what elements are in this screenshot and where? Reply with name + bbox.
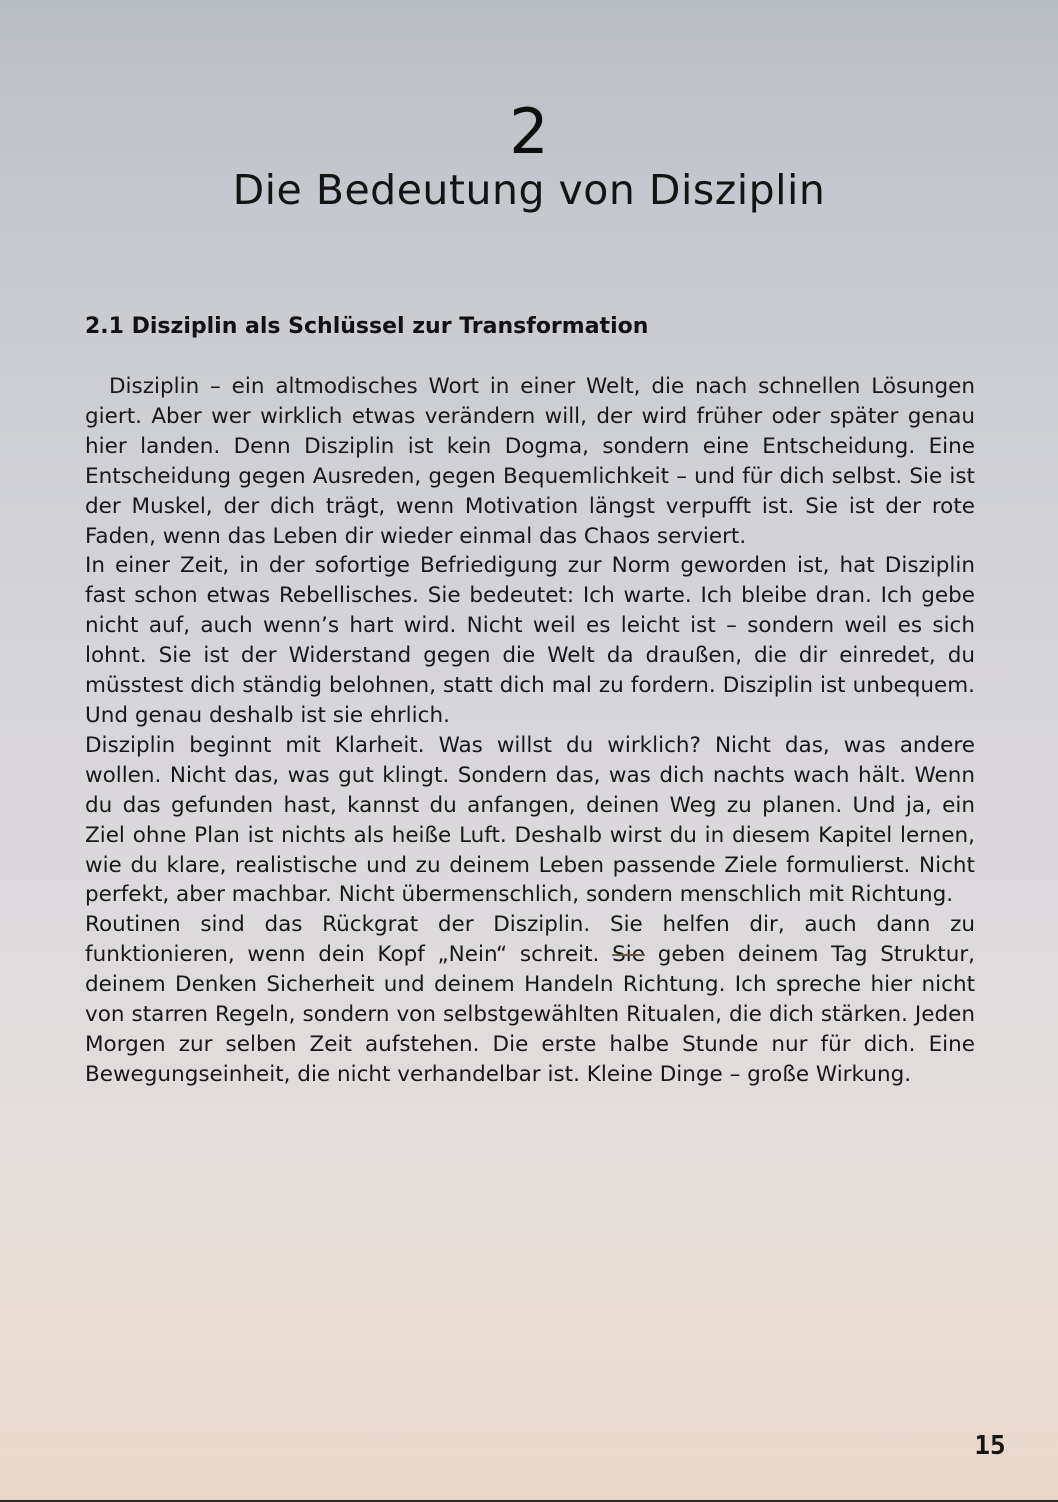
section-heading: 2.1 Disziplin als Schlüssel zur Transformation <box>85 314 649 339</box>
page-number: 15 <box>974 1431 1006 1461</box>
paragraph-3: Disziplin beginnt mit Klarheit. Was willst du wirklich? Nicht das, was andere wollen. Nicht das, was gut klingt. Sondern das, was dich nachts wach hält. Wenn du das gefunden hast, kannst du anfangen, deinen Weg zu planen. Und ja, ein Ziel ohne Plan ist nichts als heiße Luft. Deshalb wirst du in diesem Kapitel lernen, wie du klare, realistische und zu deinem Leben passende Ziele formulierst. Nicht perfekt, aber machbar. Nicht übermenschlich, sondern menschlich mit Richtung. <box>85 732 975 908</box>
body-text <box>85 372 975 1090</box>
paragraph-2: In einer Zeit, in der sofortige Befriedigung zur Norm geworden ist, hat Disziplin fast schon etwas Rebellisches. Sie bedeutet: Ich warte. Ich bleibe dran. Ich gebe nicht auf, auch wenn’s hart wird. Nicht weil es leicht ist – sondern weil es sich lohnt. Sie ist der Widerstand gegen die Welt da draußen, die dir einredet, du müsstest dich ständig belohnen, statt dich mal zu fordern. Disziplin ist unbequem. Und genau deshalb ist sie ehrlich. <box>85 553 975 728</box>
paragraph-4-start: Routinen sind das Rückgrat der Disziplin. Sie helfen dir, auch dann zu funktionieren, wenn dein Kopf „Nein“ schreit. <box>85 912 975 968</box>
paragraph-4-end: geben deinem Tag Struktur, deinem Denken Sicherheit und deinem Handeln Richtung. Ich spreche hier nicht von starren Regeln, sondern von selbstgewählten Ritualen, die dich stärken. Jeden Morgen zur selben Zeit aufstehen. Die erste halbe Stunde nur für dich. Eine Bewegungseinheit, die nicht verhandelbar ist. Kleine Dinge – große Wirkung. <box>85 942 976 1087</box>
chapter-title: Die Bedeutung von Disziplin <box>232 166 826 214</box>
struck-word: Sie <box>612 942 645 968</box>
paragraph-4 <box>85 910 975 1089</box>
paragraph-1: Disziplin – ein altmodisches Wort in einer Welt, die nach schnellen Lösungen giert. Aber wer wirklich etwas verändern will, der wird früher oder später genau hier landen. Denn Disziplin ist kein Dogma, sondern eine Entscheidung. Eine Entscheidung gegen Ausreden, gegen Bequemlichkeit – und für dich selbst. Sie ist der Muskel, der dich trägt, wenn Motivation längst verpufft ist. Sie ist der rote Faden, wenn das Leben dir wieder einmal das Chaos serviert. <box>85 374 975 549</box>
chapter-number: 2 <box>509 95 549 168</box>
